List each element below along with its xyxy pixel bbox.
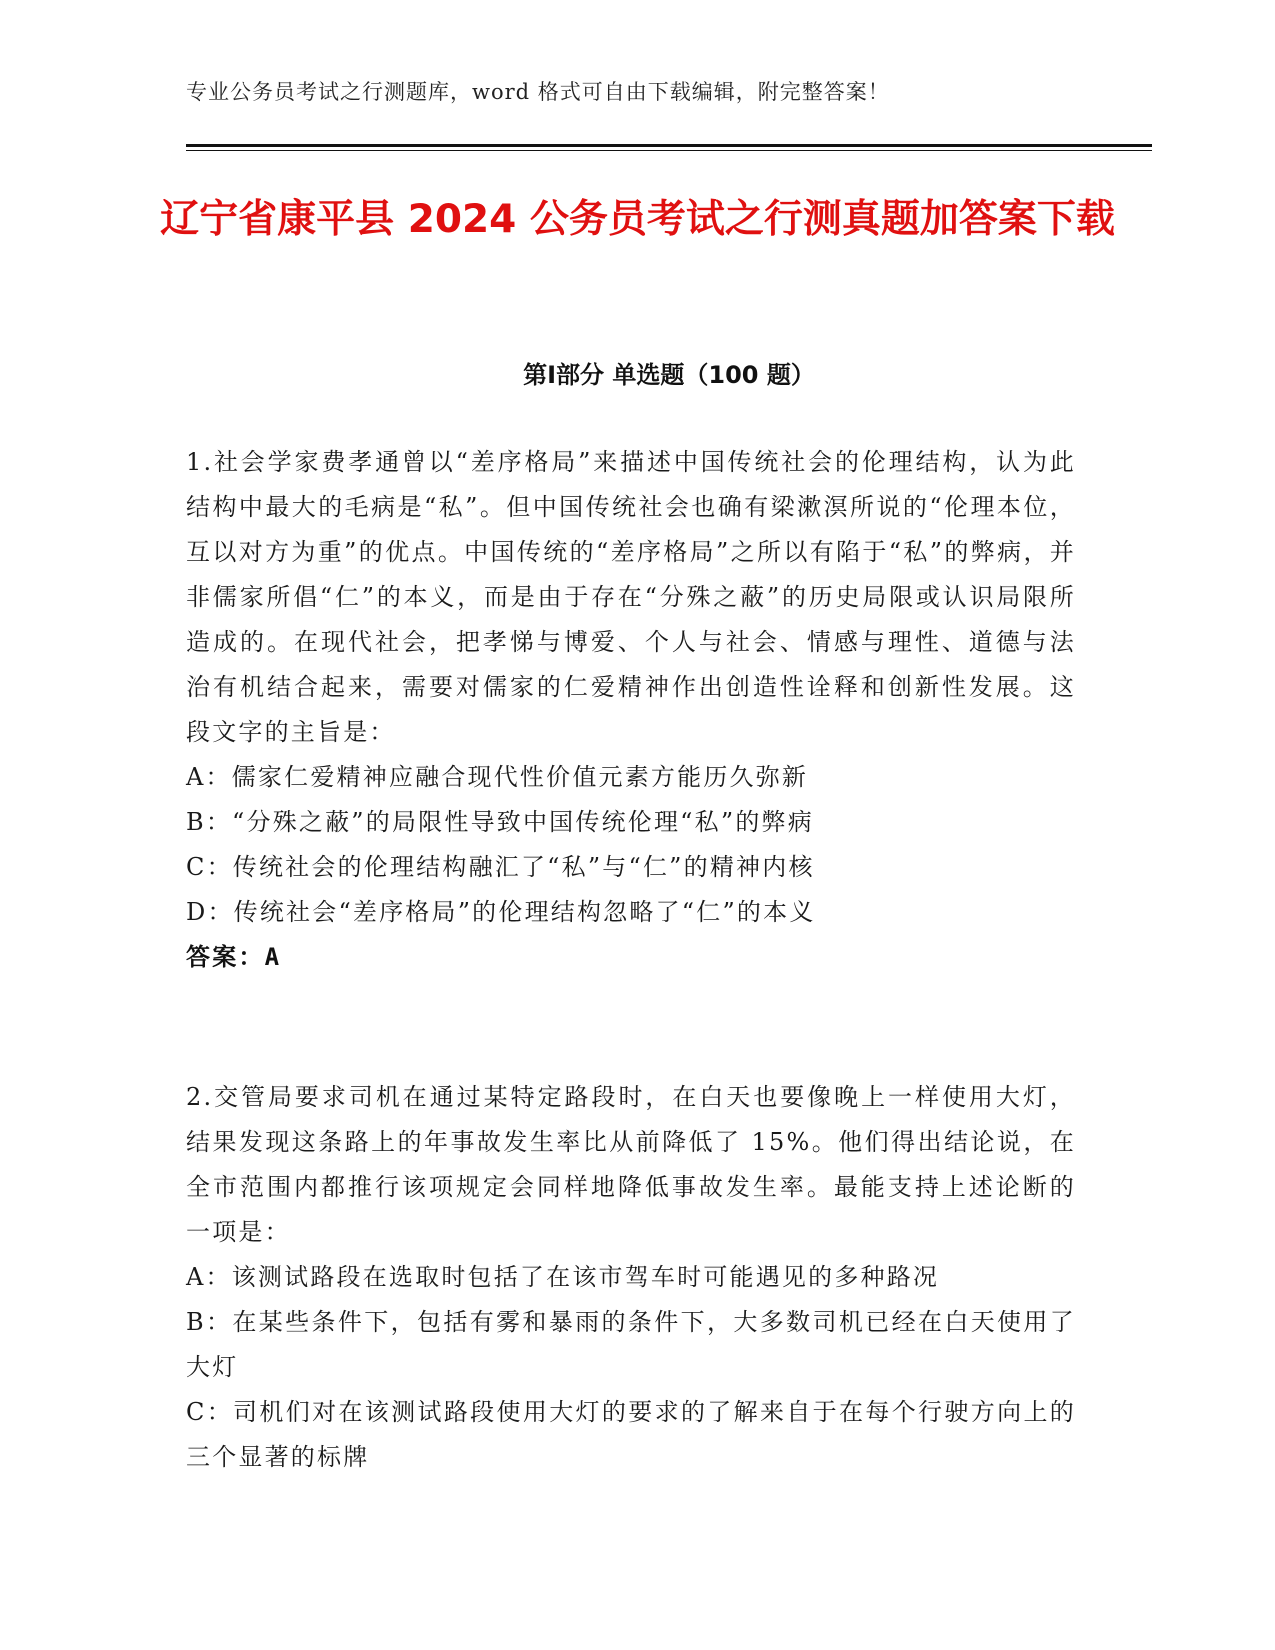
- document-title: 辽宁省康平县 2024 公务员考试之行测真题加答案下载: [160, 197, 1115, 242]
- header-note: 专业公务员考试之行测题库，word 格式可自由下载编辑，附完整答案！: [186, 80, 890, 104]
- option-a: A：儒家仁爱精神应融合现代性价值元素方能历久弥新: [186, 763, 809, 791]
- header-divider-thick: [186, 144, 1152, 147]
- answer-value: A: [264, 943, 282, 971]
- option-d: D：传统社会“差序格局”的伦理结构忽略了“仁”的本义: [186, 898, 816, 926]
- option-a: A：该测试路段在选取时包括了在该市驾车时可能遇见的多种路况: [186, 1263, 940, 1291]
- section-title: 第Ⅰ部分 单选题（100 题）: [523, 361, 815, 389]
- answer-label: 答案：: [186, 943, 265, 971]
- option-c: C：传统社会的伦理结构融汇了“私”与“仁”的精神内核: [186, 853, 815, 881]
- option-b: B：“分殊之蔽”的局限性导致中国传统伦理“私”的弊病: [186, 808, 814, 836]
- question-1: [186, 440, 1076, 980]
- header-divider-thin: [186, 150, 1152, 151]
- question-stem: 2.交管局要求司机在通过某特定路段时，在白天也要像晚上一样使用大灯，结果发现这条路上的年事故发生率比从前降低了 15%。他们得出结论说，在全市范围内都推行该项规定会同样地降低事故发生率。最能支持上述论断的一项是：: [186, 1083, 1076, 1246]
- answer-line: [186, 935, 1076, 980]
- question-stem: 1.社会学家费孝通曾以“差序格局”来描述中国传统社会的伦理结构，认为此结构中最大的毛病是“私”。但中国传统社会也确有梁漱溟所说的“伦理本位，互以对方为重”的优点。中国传统的“差序格局”之所以有陷于“私”的弊病，并非儒家所倡“仁”的本义，而是由于存在“分殊之蔽”的历史局限或认识局限所造成的。在现代社会，把孝悌与博爱、个人与社会、情感与理性、道德与法治有机结合起来，需要对儒家的仁爱精神作出创造性诠释和创新性发展。这段文字的主旨是：: [186, 448, 1076, 746]
- option-b: B：在某些条件下，包括有雾和暴雨的条件下，大多数司机已经在白天使用了大灯: [186, 1308, 1076, 1381]
- option-c: C：司机们对在该测试路段使用大灯的要求的了解来自于在每个行驶方向上的三个显著的标牌: [186, 1398, 1076, 1471]
- question-2: [186, 1075, 1076, 1480]
